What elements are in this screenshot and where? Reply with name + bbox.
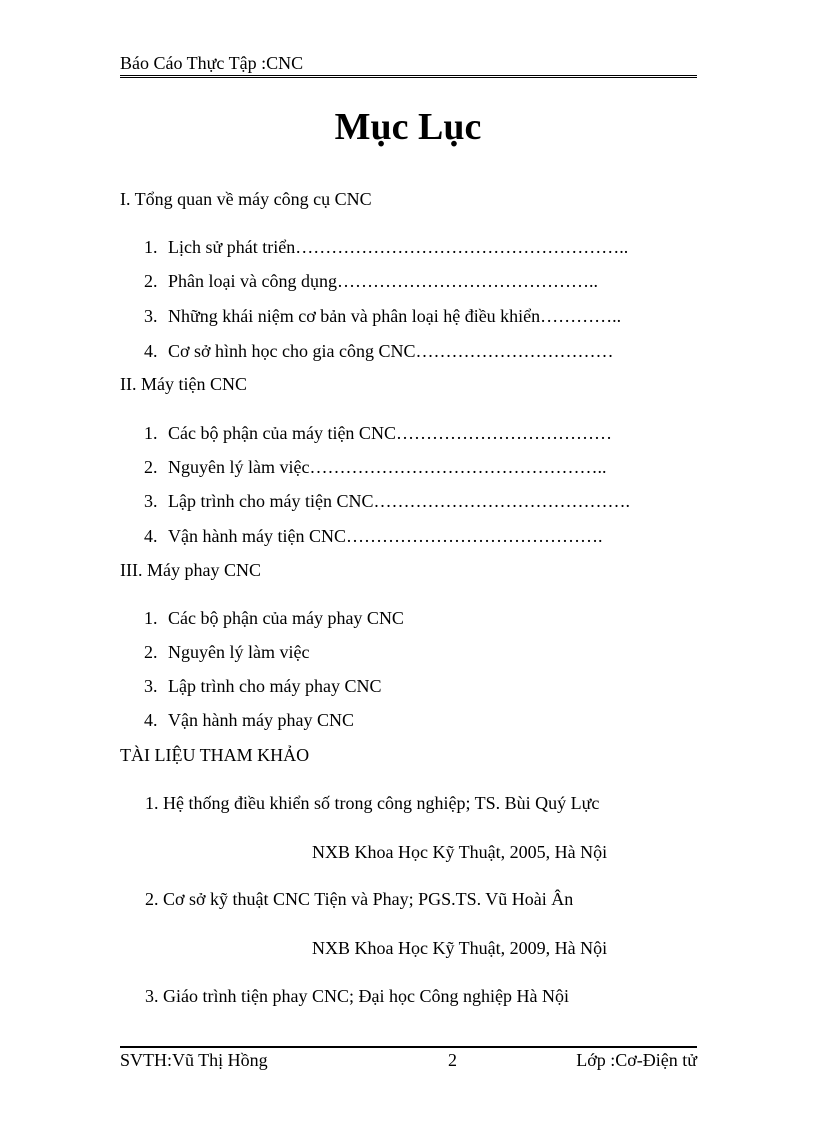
section-heading: III. Máy phay CNC [120, 560, 261, 580]
toc-item-text: Vận hành máy phay CNC [168, 710, 354, 730]
page-title: Mục Lục [334, 106, 482, 148]
toc-item-text: Nguyên lý làm việc [168, 642, 310, 662]
header-rule [120, 75, 697, 78]
toc-item-number: 1. [144, 608, 158, 628]
toc-item-text: Lập trình cho máy tiện CNC……………………………………. [168, 491, 630, 511]
toc-item-number: 2. [144, 271, 158, 291]
footer-student: SVTH:Vũ Thị Hồng [120, 1050, 268, 1070]
toc-item-text: Những khái niệm cơ bản và phân loại hệ điều khiển………….. [168, 306, 622, 326]
toc-item-number: 4. [144, 341, 158, 361]
toc-item-text: Phân loại và công dụng…………………………………….. [168, 271, 598, 291]
toc-item-number: 4. [144, 710, 158, 730]
toc-item-number: 4. [144, 526, 158, 546]
toc-item-number: 3. [144, 676, 158, 696]
section-heading: II. Máy tiện CNC [120, 374, 247, 394]
toc-item-text: Các bộ phận của máy phay CNC [168, 608, 404, 628]
toc-item-text: Nguyên lý làm việc………………………………………….. [168, 457, 607, 477]
toc-item-text: Lịch sử phát triển……………………………………………….. [168, 237, 629, 257]
running-header: Báo Cáo Thực Tập :CNC [120, 53, 304, 73]
footer-page-number: 2 [448, 1050, 457, 1070]
toc-item-number: 3. [144, 491, 158, 511]
toc-item-number: 1. [144, 423, 158, 443]
footer-rule [120, 1046, 697, 1048]
toc-item-number: 2. [144, 642, 158, 662]
toc-item-number: 2. [144, 457, 158, 477]
reference-publisher: NXB Khoa Học Kỹ Thuật, 2005, Hà Nội [312, 842, 608, 862]
toc-item-number: 1. [144, 237, 158, 257]
section-heading: I. Tổng quan về máy công cụ CNC [120, 189, 372, 209]
toc-item-number: 3. [144, 306, 158, 326]
footer-class: Lớp :Cơ-Điện tử [576, 1050, 697, 1070]
toc-item-text: Các bộ phận của máy tiện CNC……………………………… [168, 423, 612, 443]
reference-item: 3. Giáo trình tiện phay CNC; Đại học Công nghiệp Hà Nội [145, 986, 569, 1006]
reference-item: 2. Cơ sở kỹ thuật CNC Tiện và Phay; PGS.TS. Vũ Hoài Ân [145, 889, 574, 909]
reference-publisher: NXB Khoa Học Kỹ Thuật, 2009, Hà Nội [312, 938, 608, 958]
reference-item: 1. Hệ thống điều khiển số trong công nghiệp; TS. Bùi Quý Lực [145, 793, 600, 813]
references-heading: TÀI LIỆU THAM KHẢO [120, 745, 310, 765]
toc-item-text: Cơ sở hình học cho gia công CNC…………………………… [168, 341, 614, 361]
toc-item-text: Vận hành máy tiện CNC……………………………………. [168, 526, 603, 546]
toc-item-text: Lập trình cho máy phay CNC [168, 676, 382, 696]
